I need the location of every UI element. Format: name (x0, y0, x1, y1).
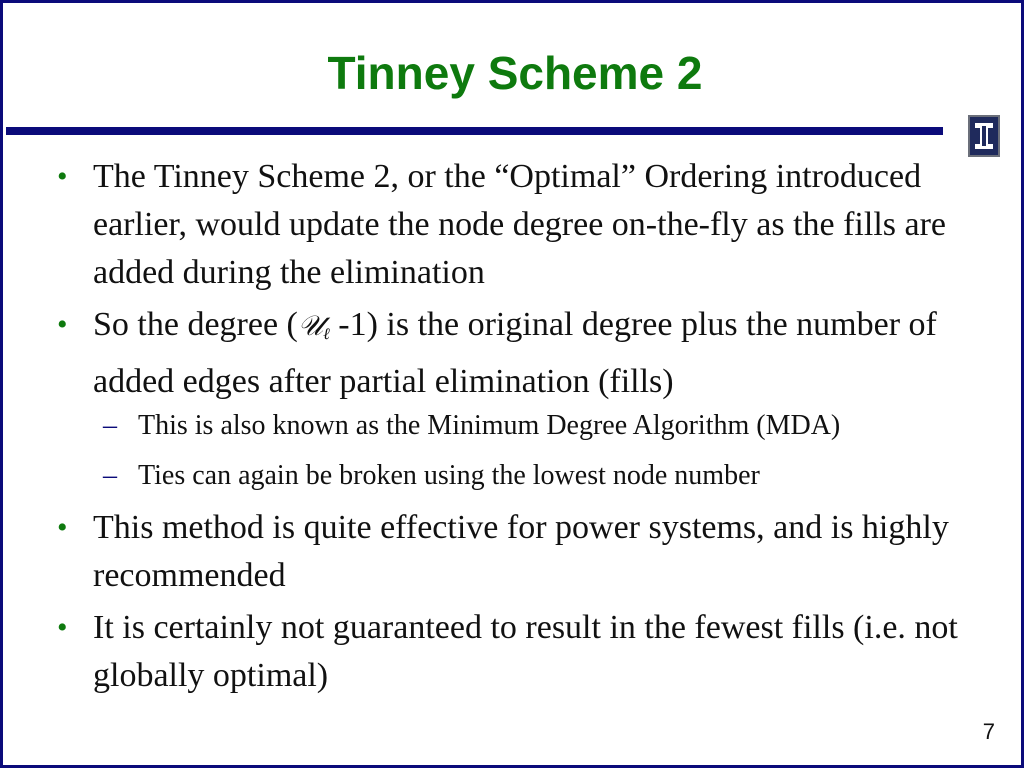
bullet-item (53, 604, 993, 700)
logo-graphic (970, 117, 998, 155)
degree-symbol: 𝒰 (297, 309, 324, 342)
sub-bullet-item (53, 406, 993, 446)
bullet-item (53, 504, 993, 600)
bullet-text-post: -1) is the original degree plus the number of added edges after partial elimination (fills) (93, 306, 937, 400)
title-divider (6, 127, 943, 135)
slide-title: Tinney Scheme 2 (327, 47, 703, 99)
sub-bullet-item (53, 456, 993, 496)
bullet-text: It is certainly not guaranteed to result in the fewest fills (i.e. not globally optimal) (93, 609, 958, 694)
sub-bullet-marker: – (103, 460, 117, 491)
sub-bullet-text: This is also known as the Minimum Degree Algorithm (MDA) (138, 410, 841, 441)
bullet-item (53, 153, 993, 297)
bullet-marker: • (57, 611, 68, 644)
bullet-item (53, 301, 993, 406)
sub-bullet-text: Ties can again be broken using the lowest node number (138, 460, 760, 491)
degree-symbol-subscript: ℓ (323, 324, 330, 343)
bullet-marker: • (57, 160, 68, 193)
bullet-marker: • (57, 511, 68, 544)
illinois-block-i-icon (968, 115, 1000, 157)
bullet-marker: • (57, 308, 68, 341)
bullet-text-pre: So the degree ( (93, 306, 298, 343)
page-number: 7 (982, 719, 995, 744)
bullet-list (53, 153, 993, 700)
bullet-text: The Tinney Scheme 2, or the “Optimal” Ordering introduced earlier, would update the node degree on-the-fly as the fills are added during the elimination (93, 158, 947, 291)
sub-bullet-marker: – (103, 410, 117, 441)
bullet-text: This method is quite effective for power systems, and is highly recommended (93, 509, 949, 594)
